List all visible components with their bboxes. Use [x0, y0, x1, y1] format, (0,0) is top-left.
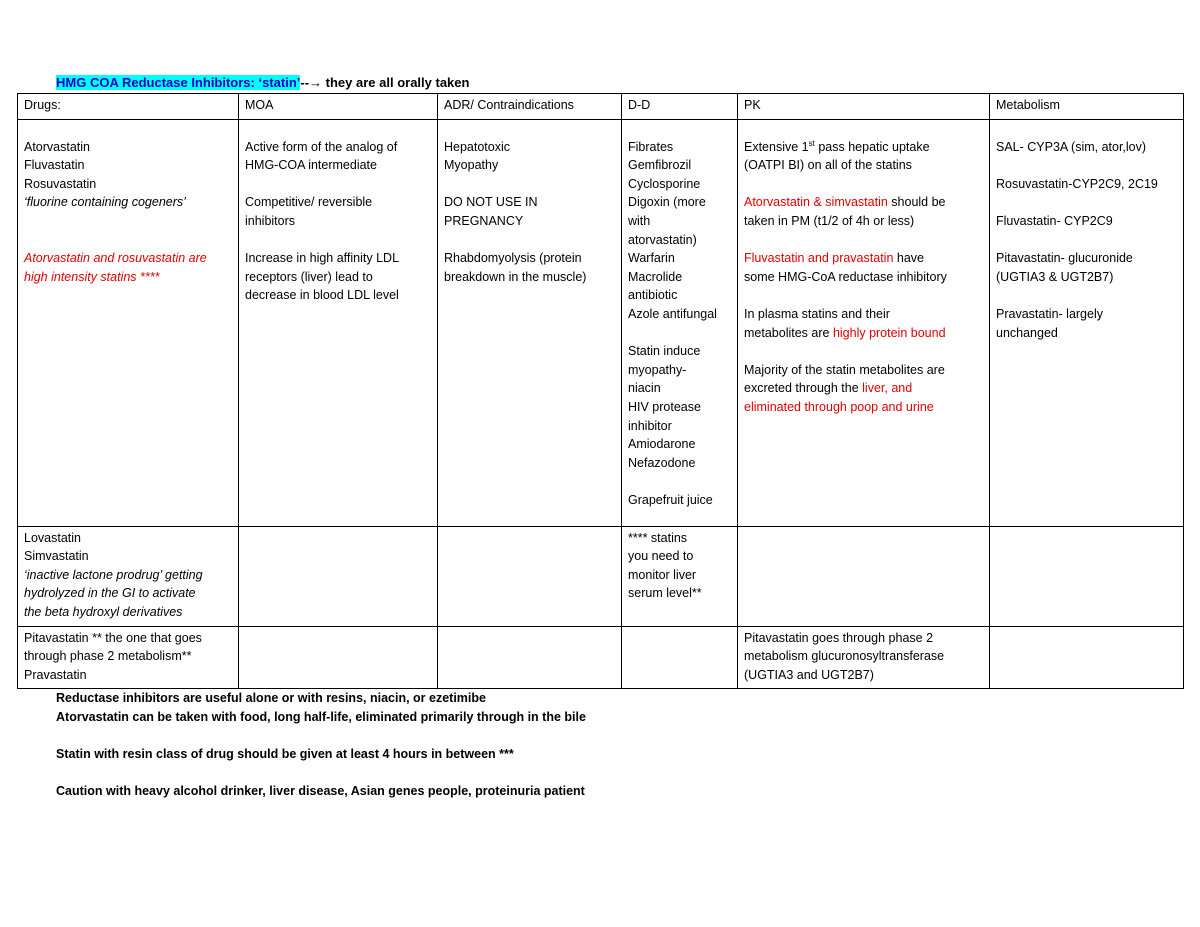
- dd-line: Azole antifungal: [628, 306, 717, 321]
- drug-name: Pravastatin: [24, 667, 87, 682]
- drug-name: Lovastatin: [24, 530, 81, 545]
- pk-line: metabolites are highly protein bound: [744, 325, 946, 340]
- metabolism-cell: [990, 119, 1184, 526]
- dd-line: Statin induce: [628, 344, 701, 359]
- dd-cell: [622, 119, 738, 526]
- dd-line: monitor liver: [628, 567, 697, 582]
- adr-cell: [438, 626, 622, 689]
- arrow-icon: --→: [300, 75, 323, 90]
- pk-line: (UGTIA3 and UGT2B7): [744, 667, 874, 682]
- dd-line: Fibrates: [628, 139, 674, 154]
- dd-line: antibiotic: [628, 288, 678, 303]
- moa-line: HMG-COA intermediate: [245, 158, 377, 173]
- drug-name: Simvastatin: [24, 549, 89, 564]
- dd-line: myopathy-: [628, 362, 687, 377]
- dd-line: Nefazodone: [628, 455, 696, 470]
- dd-line: Digoxin (more: [628, 195, 706, 210]
- dd-line: atorvastatin): [628, 232, 697, 247]
- adr-cell: [438, 119, 622, 526]
- pk-line: Atorvastatin & simvastatin should be: [744, 195, 946, 210]
- drugs-cell: [18, 119, 239, 526]
- header-drugs: Drugs:: [18, 94, 239, 120]
- dd-line: inhibitor: [628, 418, 672, 433]
- pk-line: eliminated through poop and urine: [744, 399, 934, 414]
- pk-line: taken in PM (t1/2 of 4h or less): [744, 213, 915, 228]
- note-line: Caution with heavy alcohol drinker, liver disease, Asian genes people, proteinuria patient: [56, 783, 585, 798]
- pk-line: metabolism glucuronosyltransferase: [744, 649, 945, 664]
- pk-cell: [738, 526, 990, 626]
- dd-line: you need to: [628, 549, 694, 564]
- dd-line: Warfarin: [628, 251, 675, 266]
- metabolism-line: unchanged: [996, 325, 1058, 340]
- drug-note-red: high intensity statins ****: [24, 269, 160, 284]
- moa-line: receptors (liver) lead to: [245, 269, 373, 284]
- footnotes: [56, 689, 586, 801]
- moa-cell: [239, 119, 438, 526]
- header-row: [18, 94, 1184, 120]
- adr-line: DO NOT USE IN: [444, 195, 538, 210]
- drug-note: the beta hydroxyl derivatives: [24, 604, 183, 619]
- moa-cell: [239, 626, 438, 689]
- pk-line: Majority of the statin metabolites are: [744, 362, 945, 377]
- page-title: [56, 75, 469, 90]
- metabolism-line: Fluvastatin- CYP2C9: [996, 213, 1113, 228]
- dd-line: niacin: [628, 381, 661, 396]
- header-moa: MOA: [239, 94, 438, 120]
- note-line: Reductase inhibitors are useful alone or with resins, niacin, or ezetimibe: [56, 691, 486, 705]
- moa-line: decrease in blood LDL level: [245, 288, 399, 303]
- drug-name: Fluvastatin: [24, 158, 85, 173]
- note-line: Atorvastatin can be taken with food, long half-life, eliminated primarily through in the bile: [56, 709, 586, 724]
- moa-line: Increase in high affinity LDL: [245, 251, 400, 266]
- title-rest: they are all orally taken: [322, 75, 470, 90]
- adr-line: PREGNANCY: [444, 213, 524, 228]
- pk-line: excreted through the liver, and: [744, 381, 913, 396]
- drug-name: Pitavastatin ** the one that goes: [24, 630, 202, 645]
- dd-line: HIV protease: [628, 399, 701, 414]
- dd-line: Macrolide: [628, 269, 683, 284]
- dd-line: **** statins: [628, 530, 688, 545]
- pk-cell: [738, 119, 990, 526]
- pk-line: Fluvastatin and pravastatin have: [744, 251, 924, 266]
- dd-line: Gemfibrozil: [628, 158, 692, 173]
- metabolism-cell: [990, 626, 1184, 689]
- moa-line: Competitive/ reversible: [245, 195, 373, 210]
- pk-line: some HMG-CoA reductase inhibitory: [744, 269, 947, 284]
- table-row: [18, 119, 1184, 526]
- metabolism-line: Pravastatin- largely: [996, 306, 1103, 321]
- moa-line: Active form of the analog of: [245, 139, 398, 154]
- moa-line: inhibitors: [245, 213, 296, 228]
- table-row: [18, 526, 1184, 626]
- adr-line: Rhabdomyolysis (protein: [444, 251, 582, 266]
- dd-line: Cyclosporine: [628, 176, 701, 191]
- drugs-cell: [18, 526, 239, 626]
- dd-cell: [622, 526, 738, 626]
- drug-name: Atorvastatin: [24, 139, 91, 154]
- dd-line: Grapefruit juice: [628, 492, 713, 507]
- dd-line: with: [628, 213, 651, 228]
- header-pk: PK: [738, 94, 990, 120]
- metabolism-cell: [990, 526, 1184, 626]
- metabolism-line: Rosuvastatin-CYP2C9, 2C19: [996, 176, 1158, 191]
- adr-line: Myopathy: [444, 158, 499, 173]
- statin-table: [17, 93, 1184, 689]
- adr-line: Hepatotoxic: [444, 139, 511, 154]
- dd-line: serum level**: [628, 586, 702, 601]
- note-line: Statin with resin class of drug should be given at least 4 hours in between ***: [56, 746, 514, 761]
- moa-cell: [239, 526, 438, 626]
- header-dd: D-D: [622, 94, 738, 120]
- pk-line: (OATPI BI) on all of the statins: [744, 158, 912, 173]
- drug-name: Rosuvastatin: [24, 176, 97, 191]
- drug-note: ‘inactive lactone prodrug’ getting: [24, 567, 203, 582]
- metabolism-line: Pitavastatin- glucuronide: [996, 251, 1133, 266]
- metabolism-line: (UGTIA3 & UGT2B7): [996, 269, 1114, 284]
- pk-line: Extensive 1st pass hepatic uptake: [744, 138, 930, 154]
- dd-cell: [622, 626, 738, 689]
- adr-line: breakdown in the muscle): [444, 269, 587, 284]
- drug-note: hydrolyzed in the GI to activate: [24, 586, 196, 601]
- title-highlight: HMG COA Reductase Inhibitors: ‘statin’: [56, 75, 301, 90]
- drugs-cell: [18, 626, 239, 689]
- pk-line: Pitavastatin goes through phase 2: [744, 630, 934, 645]
- table-row: [18, 626, 1184, 689]
- pk-line: In plasma statins and their: [744, 306, 890, 321]
- adr-cell: [438, 526, 622, 626]
- metabolism-line: SAL- CYP3A (sim, ator,lov): [996, 139, 1147, 154]
- header-metabolism: Metabolism: [990, 94, 1184, 120]
- drug-note: ‘fluorine containing cogeners’: [24, 195, 186, 210]
- pk-cell: [738, 626, 990, 689]
- drug-note-red: Atorvastatin and rosuvastatin are: [24, 251, 207, 266]
- header-adr: ADR/ Contraindications: [438, 94, 622, 120]
- dd-line: Amiodarone: [628, 437, 696, 452]
- drug-name: through phase 2 metabolism**: [24, 649, 192, 664]
